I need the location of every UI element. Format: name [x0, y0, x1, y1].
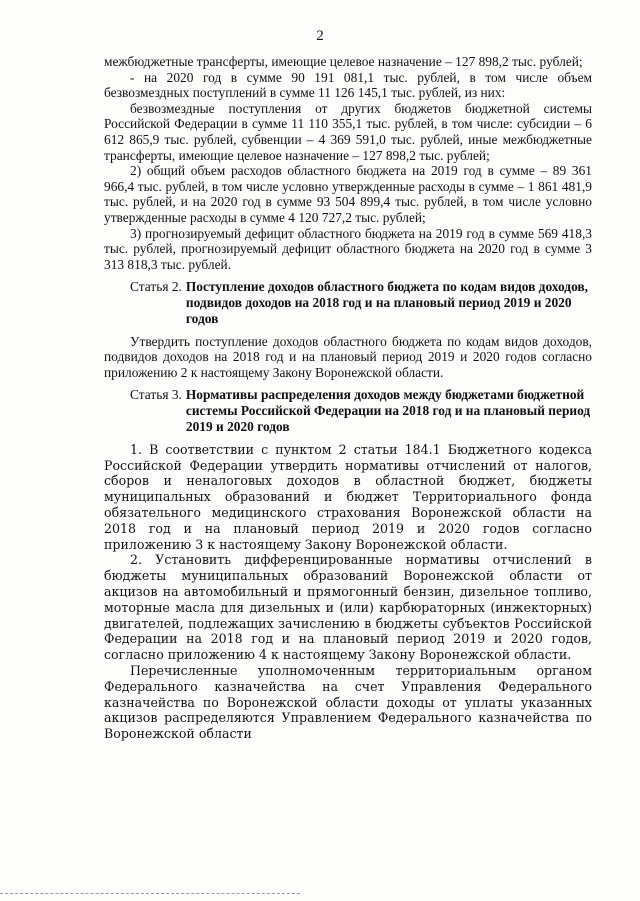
- article-3-paragraph-1: 1. В соответствии с пунктом 2 статьи 184.1 Бюджетного кодекса Российской Федерации утвердить нормативы отчислений от налогов, сборов и неналоговых доходов в областной бюджет, бюджеты муниципальных образований и бюджет Территориального фонда обязательного медицинского страхования Воронежской области на 2018 год и на плановый период 2019 и 2020 годов согласно приложению 3 к настоящему Закону Воронежской области.: [104, 441, 592, 552]
- article-2-title: Поступление доходов областного бюджета по кодам видов доходов, подвидов доходов на 2018 год и на плановый период 2019 и 2020 годов: [185, 279, 589, 326]
- article-2-label: Статья 2.: [130, 279, 182, 295]
- paragraph-2020-income: - на 2020 год в сумме 90 191 081,1 тыс. рублей, в том числе объем безвозмездных поступлений в сумме 11 126 145,1 тыс. рублей, из них:: [104, 69, 592, 101]
- paragraph-transfers-2019: межбюджетные трансферты, имеющие целевое назначение – 127 898,2 тыс. рублей;: [104, 54, 583, 69]
- article-3-label: Статья 3.: [130, 387, 182, 403]
- article-3-paragraph-3: Перечисленные уполномоченным территориальным органом Федерального казначейства на счет Управления Федерального казначейства по Воронежской области доходы от уплаты указанных акцизов распределяются Управлением Федерального казначейства по Воронежской области: [104, 663, 592, 742]
- article-2-heading: [104, 279, 592, 326]
- paragraph-2020-grants: безвозмездные поступления от других бюджетов бюджетной системы Российской Федерации в сумме 11 110 355,1 тыс. рублей, в том числе: субсидии – 6 612 865,9 тыс. рублей, субвенции – 4 369 591,0 тыс. рублей, иные межбюджетные трансферты, имеющие целевое назначение – 127 898,2 тыс. рублей;: [104, 100, 592, 163]
- article-2-text: Утвердить поступление доходов областного бюджета по кодам видов доходов, подвидов доходов на 2018 год и на плановый период 2019 и 2020 годов согласно приложению 2 к настоящему Закону Воронежской области.: [104, 333, 592, 380]
- bottom-edge: [0, 893, 300, 895]
- page-number: 2: [316, 28, 324, 44]
- article-3-title: Нормативы распределения доходов между бюджетами бюджетной системы Российской Федерации на 2018 год и на плановый период 2019 и 2020 годов: [185, 387, 591, 435]
- article-3-heading: [104, 387, 592, 434]
- document-body: [104, 54, 592, 742]
- article-3-paragraph-2: 2. Установить дифференцированные нормативы отчислений в бюджеты муниципальных образований Воронежской области от акцизов на автомобильный и прямогонный бензин, дизельное топливо, моторные масла для дизельных и (или) карбюраторных (инжекторных) двигателей, подлежащих зачислению в бюджеты субъектов Российской Федерации на 2018 год и на плановый период 2019 и 2020 годов, согласно приложению 4 к настоящему Закону Воронежской области.: [104, 552, 592, 663]
- paragraph-deficit: 3) прогнозируемый дефицит областного бюджета на 2019 год в сумме 569 418,3 тыс. рублей, прогнозируемый дефицит областного бюджета на 2020 год в сумме 3 313 818,3 тыс. рублей.: [104, 225, 592, 272]
- paragraph-expenses: 2) общий объем расходов областного бюджета на 2019 год в сумме – 89 361 966,4 тыс. рублей, в том числе условно утвержденные расходы в сумме – 1 861 481,9 тыс. рублей, и на 2020 год в сумме 93 504 899,4 тыс. рублей, в том числе условно утвержденные расходы в сумме 4 120 727,2 тыс. рублей;: [104, 163, 592, 225]
